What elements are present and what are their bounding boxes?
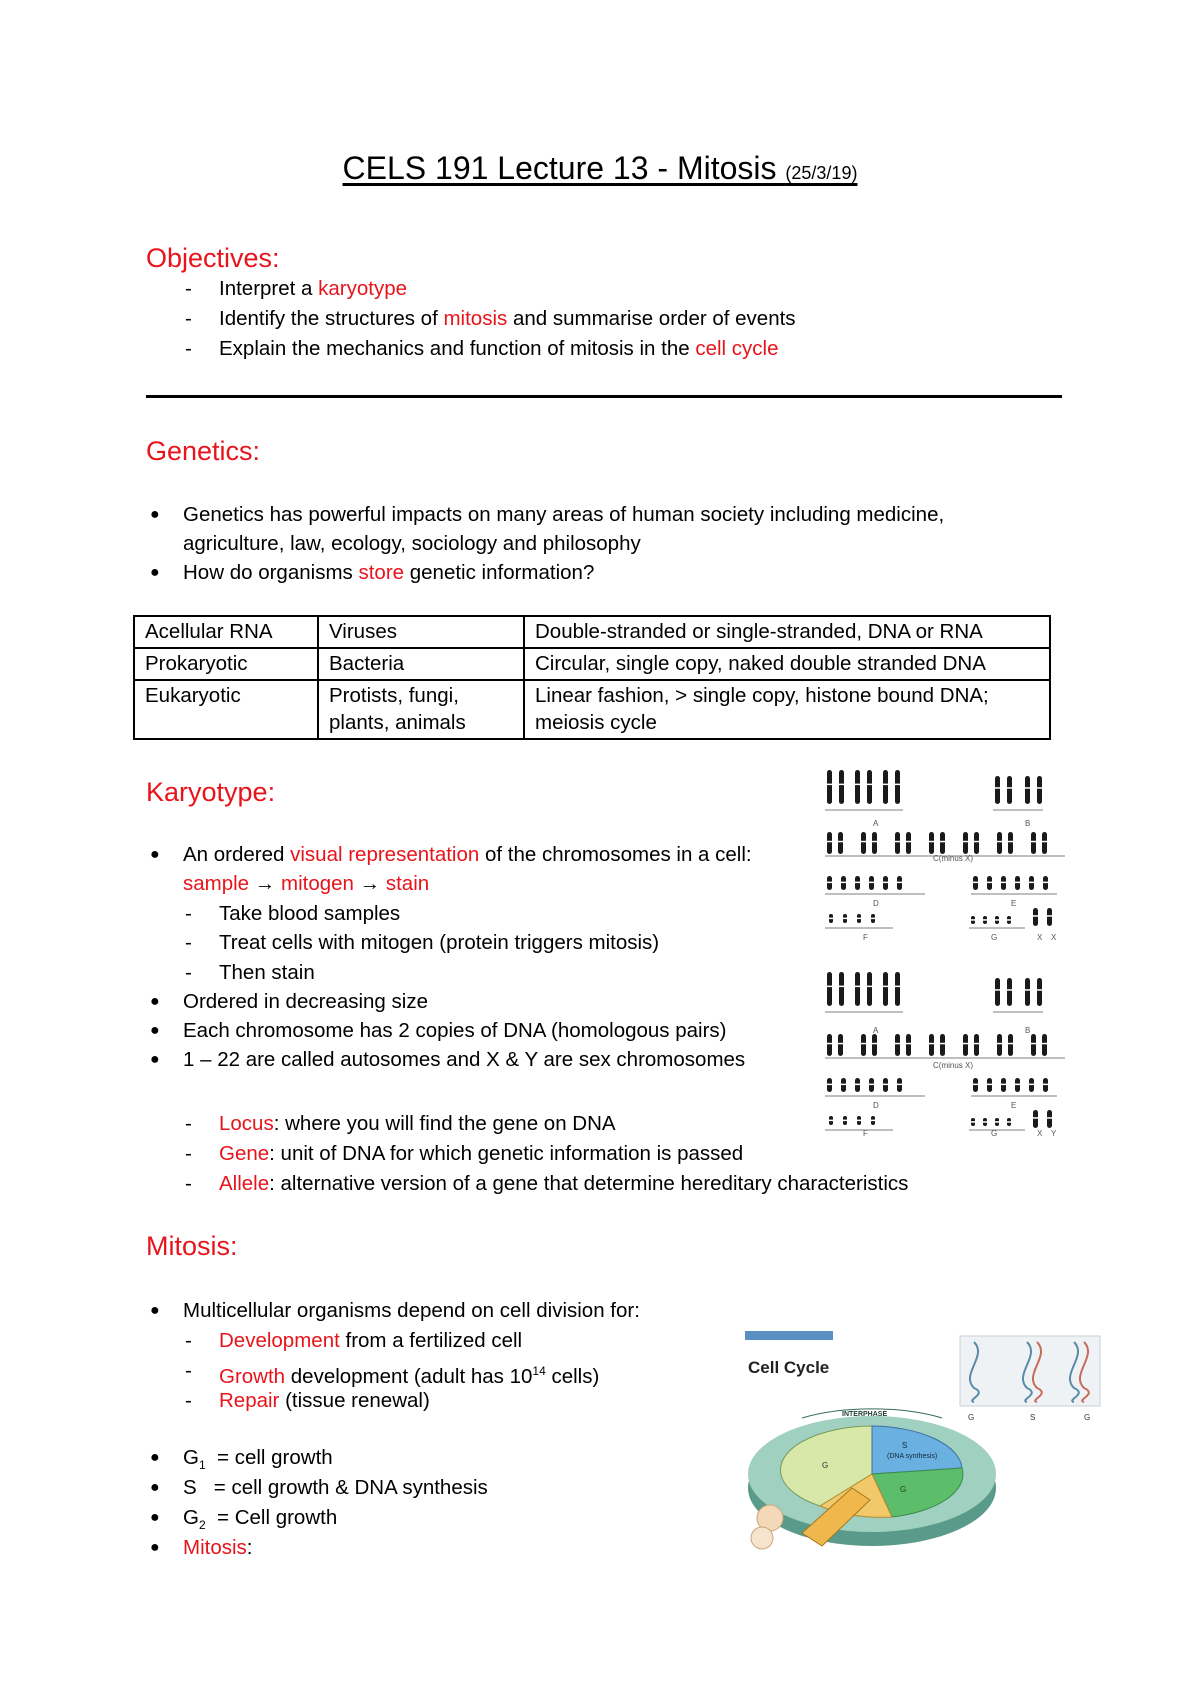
karyotype-heading: Karyotype: <box>146 777 276 807</box>
centromere-mark <box>963 1043 969 1045</box>
dash-marker: - <box>185 277 192 300</box>
centromere-mark <box>995 1121 1000 1123</box>
bullet-marker: ● <box>150 1302 160 1319</box>
centromere-mark <box>1033 1117 1039 1119</box>
chromosome-shape <box>1037 978 1042 1006</box>
centromere-mark <box>1043 1084 1049 1086</box>
chromosome-shape <box>963 1034 968 1056</box>
chromosome-shape <box>1042 1034 1047 1056</box>
chromosome-shape <box>929 832 934 854</box>
cell-cycle-title: Cell Cycle <box>748 1358 830 1377</box>
chromosome-shape <box>827 832 832 854</box>
highlight-term: Mitosis <box>183 1536 247 1559</box>
centromere-mark <box>1033 915 1039 917</box>
centromere-mark <box>1031 841 1037 843</box>
chromosome-shape <box>1025 978 1030 1006</box>
centromere-mark <box>906 841 912 843</box>
table-row <box>134 648 1050 680</box>
s-label: S <box>902 1441 908 1450</box>
group-label: B <box>1025 1026 1031 1035</box>
centromere-mark <box>883 1084 889 1086</box>
chromosome-shape <box>838 832 843 854</box>
centromere-mark <box>861 1043 867 1045</box>
centromere-mark <box>971 919 976 921</box>
chromosome-shape <box>1008 1034 1013 1056</box>
bullet-marker: ● <box>150 1051 160 1068</box>
centromere-mark <box>829 1120 834 1122</box>
centromere-mark <box>895 1043 901 1045</box>
group-label: G <box>991 933 998 942</box>
group-label: E <box>1011 899 1017 908</box>
figure-header-bar <box>745 1331 833 1340</box>
centromere-mark <box>983 919 988 921</box>
centromere-mark <box>940 841 946 843</box>
centromere-mark <box>839 986 845 988</box>
chromosome-shape <box>995 978 1000 1006</box>
centromere-mark <box>827 1043 833 1045</box>
chromosome-shape <box>838 1034 843 1056</box>
table-cell: Eukaryotic <box>134 680 318 739</box>
table-cell: Prokaryotic <box>134 648 318 680</box>
table-row <box>134 680 1050 739</box>
highlight-term: store <box>358 561 405 584</box>
definition-term: Gene <box>219 1142 270 1165</box>
chromosome-shape <box>1037 776 1042 804</box>
centromere-mark <box>841 1084 847 1086</box>
table-row <box>134 616 1050 648</box>
bullet-marker: ● <box>150 1479 160 1496</box>
dna-g2-label: G <box>1084 1413 1091 1422</box>
highlight-term: karyotype <box>318 277 408 300</box>
page-title <box>0 150 1200 187</box>
centromere-mark <box>1007 919 1012 921</box>
chromosome-shape <box>839 770 844 804</box>
definition-term: Locus <box>219 1112 274 1135</box>
group-label: D <box>873 1101 879 1110</box>
group-label: D <box>873 899 879 908</box>
table-cell: Circular, single copy, naked double stranded DNA <box>524 648 1050 680</box>
centromere-mark <box>929 1043 935 1045</box>
table-cell: Protists, fungi, plants, animals <box>318 680 524 739</box>
bullet-marker: ● <box>150 1539 160 1556</box>
chromosome-shape <box>1042 832 1047 854</box>
centromere-mark <box>883 986 889 988</box>
chromosome-shape <box>906 832 911 854</box>
chromosome-shape <box>1031 1034 1036 1056</box>
centromere-mark <box>987 1084 993 1086</box>
group-label: A <box>873 1026 879 1035</box>
dash-marker: - <box>185 1112 192 1135</box>
group-label: E <box>1011 1101 1017 1110</box>
centromere-mark <box>1043 882 1049 884</box>
horizontal-rule <box>146 395 1062 398</box>
centromere-mark <box>857 1120 862 1122</box>
chromosome-shape <box>1033 1110 1038 1128</box>
centromere-mark <box>827 784 833 786</box>
centromere-mark <box>997 841 1003 843</box>
centromere-mark <box>861 841 867 843</box>
dash-marker: - <box>185 1389 192 1412</box>
table-cell: Linear fashion, > single copy, histone bound DNA; meiosis cycle <box>524 680 1050 739</box>
centromere-mark <box>855 882 861 884</box>
karyotype-figure <box>825 768 1070 1138</box>
chromosome-shape <box>974 832 979 854</box>
centromere-mark <box>838 841 844 843</box>
chromosome-shape <box>895 832 900 854</box>
group-label: X <box>1037 1129 1043 1138</box>
chromosome-shape <box>883 972 888 1006</box>
chromosome-shape <box>895 1034 900 1056</box>
centromere-mark <box>1007 787 1013 789</box>
chromosome-shape <box>940 832 945 854</box>
centromere-mark <box>841 882 847 884</box>
centromere-mark <box>855 986 861 988</box>
objectives-heading: Objectives: <box>146 243 280 273</box>
cell-cycle-figure <box>742 1328 1102 1553</box>
centromere-mark <box>872 1043 878 1045</box>
bullet-marker: ● <box>150 1509 160 1526</box>
dash-marker: - <box>185 961 192 984</box>
chromosome-shape <box>895 972 900 1006</box>
centromere-mark <box>987 882 993 884</box>
chromosome-shape <box>1031 832 1036 854</box>
centromere-mark <box>883 882 889 884</box>
centromere-mark <box>843 1120 848 1122</box>
dash-marker: - <box>185 1172 192 1195</box>
centromere-mark <box>867 986 873 988</box>
bullet-marker: ● <box>150 993 160 1010</box>
centromere-mark <box>974 1043 980 1045</box>
centromere-mark <box>869 1084 875 1086</box>
centromere-mark <box>1007 1121 1012 1123</box>
centromere-mark <box>827 841 833 843</box>
centromere-mark <box>897 882 903 884</box>
centromere-mark <box>995 919 1000 921</box>
dash-marker: - <box>185 1329 192 1352</box>
chromosome-shape <box>1033 908 1038 926</box>
cell-icon <box>751 1527 773 1549</box>
group-label: G <box>991 1129 998 1138</box>
centromere-mark <box>1025 787 1031 789</box>
chromosome-shape <box>861 1034 866 1056</box>
chromosome-shape <box>867 770 872 804</box>
centromere-mark <box>883 784 889 786</box>
centromere-mark <box>855 1084 861 1086</box>
centromere-mark <box>827 882 833 884</box>
dash-marker: - <box>185 1142 192 1165</box>
centromere-mark <box>871 1120 876 1122</box>
centromere-mark <box>906 1043 912 1045</box>
chromosome-shape <box>940 1034 945 1056</box>
chromosome-shape <box>872 832 877 854</box>
centromere-mark <box>1029 882 1035 884</box>
chromosome-shape <box>855 770 860 804</box>
centromere-mark <box>855 784 861 786</box>
centromere-mark <box>997 1043 1003 1045</box>
chromosome-shape <box>1047 1110 1052 1128</box>
karyotype-female-image <box>825 770 1065 928</box>
mitosis-heading: Mitosis: <box>146 1231 238 1261</box>
dash-marker: - <box>185 1359 192 1382</box>
centromere-mark <box>940 1043 946 1045</box>
group-label: C(minus X) <box>933 1061 974 1070</box>
chromosome-shape <box>997 1034 1002 1056</box>
centromere-mark <box>1015 1084 1021 1086</box>
centromere-mark <box>971 1121 976 1123</box>
group-label: X <box>1037 933 1043 942</box>
centromere-mark <box>827 986 833 988</box>
centromere-mark <box>897 1084 903 1086</box>
chromosome-shape <box>839 972 844 1006</box>
centromere-mark <box>963 841 969 843</box>
centromere-mark <box>1007 989 1013 991</box>
bullet-marker: ● <box>150 564 160 581</box>
group-label: A <box>873 819 879 828</box>
bullet-marker: ● <box>150 1449 160 1466</box>
highlight-term: Development <box>219 1329 340 1352</box>
centromere-mark <box>869 882 875 884</box>
title-date: (25/3/19) <box>785 163 858 183</box>
centromere-mark <box>1037 787 1043 789</box>
dash-marker: - <box>185 902 192 925</box>
interphase-label: INTERPHASE <box>842 1411 888 1418</box>
centromere-mark <box>1029 1084 1035 1086</box>
centromere-mark <box>827 1084 833 1086</box>
centromere-mark <box>1008 1043 1014 1045</box>
table-cell: Double-stranded or single-stranded, DNA or RNA <box>524 616 1050 648</box>
chromosome-shape <box>827 972 832 1006</box>
centromere-mark <box>1031 1043 1037 1045</box>
chromosome-shape <box>995 776 1000 804</box>
centromere-mark <box>895 784 901 786</box>
chromosome-shape <box>929 1034 934 1056</box>
centromere-mark <box>983 1121 988 1123</box>
group-label: F <box>863 1129 868 1138</box>
highlight-term: Growth <box>219 1364 286 1388</box>
centromere-mark <box>867 784 873 786</box>
centromere-mark <box>973 1084 979 1086</box>
centromere-mark <box>1042 1043 1048 1045</box>
dna-g1-label: G <box>968 1413 975 1422</box>
centromere-mark <box>1047 915 1053 917</box>
chromosome-shape <box>827 1034 832 1056</box>
g1-label: G <box>822 1461 829 1470</box>
dna-s-label: S <box>1030 1413 1036 1422</box>
centromere-mark <box>1008 841 1014 843</box>
chromosome-shape <box>1007 776 1012 804</box>
highlight-term: Repair <box>219 1389 280 1412</box>
centromere-mark <box>871 918 876 920</box>
genetic-storage-table <box>133 615 1051 740</box>
centromere-mark <box>838 1043 844 1045</box>
bullet-marker: ● <box>150 506 160 523</box>
chromosome-shape <box>1047 908 1052 926</box>
centromere-mark <box>895 841 901 843</box>
centromere-mark <box>995 787 1001 789</box>
centromere-mark <box>1047 1117 1053 1119</box>
chromosome-shape <box>867 972 872 1006</box>
centromere-mark <box>872 841 878 843</box>
g2-label: G <box>900 1485 907 1494</box>
table-cell: Acellular RNA <box>134 616 318 648</box>
centromere-mark <box>839 784 845 786</box>
centromere-mark <box>1001 1084 1007 1086</box>
chromosome-shape <box>861 832 866 854</box>
group-label: B <box>1025 819 1031 828</box>
table-cell: Bacteria <box>318 648 524 680</box>
genetics-heading: Genetics: <box>146 436 261 466</box>
highlight-term: visual representation <box>290 843 480 866</box>
centromere-mark <box>1042 841 1048 843</box>
dash-marker: - <box>185 337 192 360</box>
table-cell: Viruses <box>318 616 524 648</box>
centromere-mark <box>843 918 848 920</box>
chromosome-shape <box>963 832 968 854</box>
centromere-mark <box>895 986 901 988</box>
group-label: Y <box>1051 1129 1057 1138</box>
chromosome-shape <box>974 1034 979 1056</box>
document-page: CELS 191 Lecture 13 - Mitosis (25/3/19) Objectives: - Interpret a karyotype - Identify the structures of mitosis and summarise order of events - Explain the mechanics and function of mitosis in the cell cycle Genetics: ● Genetics has powerful impacts on many areas of human society including medicine, agriculture, law, ecology, sociology and philosophy ● How do organisms store genetic information? Acellular RNA Viruses Double-stranded or single-stranded, DNA or RNA Prokaryotic Bacteria Circular, single copy, naked double stranded DNA Eukaryotic Protists, fungi, plants, animals Linear fashion, > single copy, histone bound DNA; meiosis cycle Karyotype: ● An ordered visual representation of the chromosomes in a cell: sample → mitogen → stain - Take blood samples - Treat cells with mitogen (protein triggers mitosis) - Then stain ● Ordered in decreasing size ● Each chromosome has 2 copies of DNA (homologous pairs) ● 1 – 22 are called autosomes and X & Y are sex chromosomes - Locus: where you will find the gene on DNA - Gene: unit of DNA for which genetic information is passed - Allele: alternative version of a gene that determine hereditary characteristics A B C(minus X) D E F G X X A B C(minus X) D E F G X Y Mitosis: ● Multicellular organisms depend on cell division for: - Development from a fertilized cell - Growth development (adult has $10^{14}$ cells) - Repair (tissue renewal) ● $G_1$ = cell growth ● S = cell growth & DNA synthesis ● $G_2$ = Cell growth ● Mitosis: Cell Cycle INTERPHASE G S (DNA synthesis) G G S G <box>0 0 1200 1698</box>
centromere-mark <box>857 918 862 920</box>
centromere-mark <box>829 918 834 920</box>
highlight-term: cell cycle <box>695 337 779 360</box>
definition-term: Allele <box>219 1172 270 1195</box>
group-label: F <box>863 933 868 942</box>
chromosome-shape <box>895 770 900 804</box>
chromosome-shape <box>1025 776 1030 804</box>
s-sub-label: (DNA synthesis) <box>887 1453 938 1460</box>
chromosome-shape <box>827 770 832 804</box>
chromosome-shape <box>906 1034 911 1056</box>
centromere-mark <box>995 989 1001 991</box>
bullet-marker: ● <box>150 1022 160 1039</box>
chromosome-shape <box>855 972 860 1006</box>
highlight-term: mitosis <box>443 307 508 330</box>
group-label: C(minus X) <box>933 854 974 863</box>
chromosome-shape <box>883 770 888 804</box>
centromere-mark <box>1037 989 1043 991</box>
centromere-mark <box>929 841 935 843</box>
bullet-marker: ● <box>150 846 160 863</box>
centromere-mark <box>1015 882 1021 884</box>
chromosome-shape <box>872 1034 877 1056</box>
centromere-mark <box>974 841 980 843</box>
chromosome-shape <box>997 832 1002 854</box>
centromere-mark <box>1025 989 1031 991</box>
chromosome-shape <box>1007 978 1012 1006</box>
group-label: X <box>1051 933 1057 942</box>
centromere-mark <box>973 882 979 884</box>
dash-marker: - <box>185 307 192 330</box>
dash-marker: - <box>185 931 192 954</box>
centromere-mark <box>1001 882 1007 884</box>
title-main: CELS 191 Lecture 13 - Mitosis <box>342 150 777 186</box>
chromosome-shape <box>1008 832 1013 854</box>
karyotype-male-image <box>825 972 1065 1130</box>
